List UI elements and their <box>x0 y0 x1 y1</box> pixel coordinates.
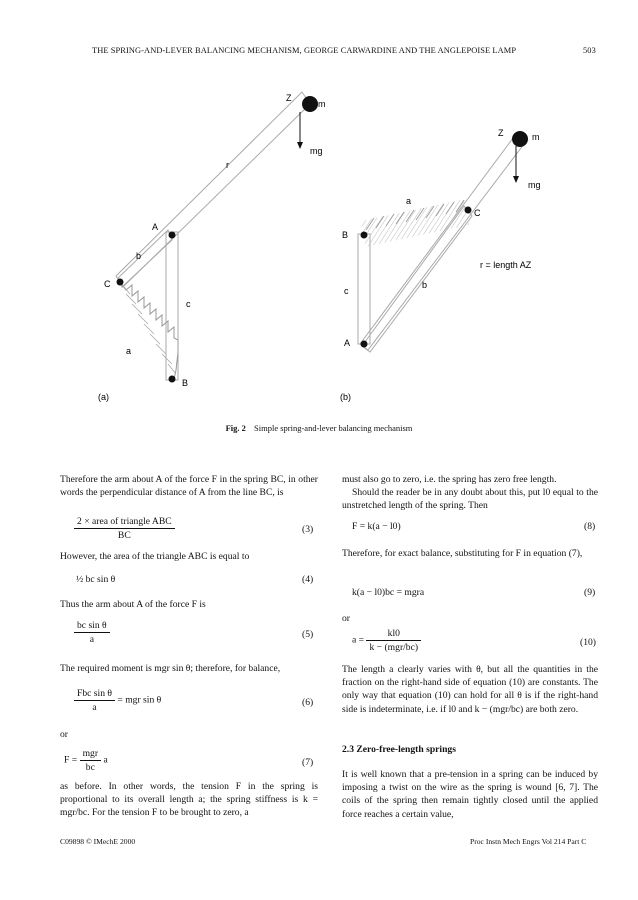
pivot-A-dot <box>169 232 176 239</box>
equation-6-number: (6) <box>302 697 314 708</box>
label-r-length: r = length AZ <box>480 260 532 270</box>
label-Z: Z <box>498 128 504 138</box>
spring-a <box>120 282 178 379</box>
right-p3: Therefore, for exact balance, substituting for F in equation (7), <box>342 548 583 559</box>
label-b: b <box>136 251 142 261</box>
right-p1: must also go to zero, i.e. the spring has zero free length. <box>342 474 557 485</box>
label-c: c <box>186 299 191 309</box>
equation-10: a = $\frac{kl0}{\text{k − (mgr/bc)}}$ <box>352 628 421 653</box>
label-mg: mg <box>310 146 323 156</box>
caption-label: Fig. 2 <box>225 423 246 433</box>
label-m: m <box>318 99 326 109</box>
panel-b-diagram <box>340 128 541 402</box>
label-B: B <box>182 378 189 388</box>
footer-left: C09898 © IMechE 2000 <box>60 837 136 846</box>
right-p4: or <box>342 613 350 624</box>
equation-4: ½ bc sin θ <box>76 574 116 585</box>
equation-4-number: (4) <box>302 574 314 585</box>
mass-m-dot <box>302 96 318 112</box>
equation-10-number: (10) <box>580 637 596 648</box>
label-r: r <box>226 160 229 170</box>
right-p5: The length a clearly varies with θ, but all the quantities in the fraction on the right-hand side of equation (10) are constants. The only way that equation (10) can hold for all θ is if the right-hand side is indeterminate, i.e. if l0 and k − (mgr/bc) are both zero. <box>342 664 598 715</box>
running-header <box>0 46 638 60</box>
pivot-B-dot <box>361 232 368 239</box>
label-C: C <box>474 208 481 218</box>
left-p2: However, the area of the triangle ABC is equal to <box>60 551 250 562</box>
label-C: C <box>104 279 111 289</box>
mass-m-dot <box>512 131 528 147</box>
equation-3-number: (3) <box>302 524 314 535</box>
pivot-B-dot <box>169 376 176 383</box>
spring-b <box>360 199 469 246</box>
pivot-C-dot <box>117 279 124 286</box>
figure-caption <box>0 423 638 433</box>
left-p4: The required moment is mgr sin θ; therefore, for balance, <box>60 663 281 674</box>
label-mg: mg <box>528 180 541 190</box>
left-p5: or <box>60 729 68 740</box>
right-p6: It is well known that a pre-tension in a spring can be induced by imposing a twist on the wire as the spring is wound [6, 7]. The coils of the spring then remain tightly closed until the applied force reaches a certain value, <box>342 769 598 820</box>
caption-text: Simple spring-and-lever balancing mechanism <box>254 423 413 433</box>
left-p1: Therefore the arm about A of the force F in the spring BC, in other words the perpendicular distance of A from the line BC, is <box>60 474 318 499</box>
label-c: c <box>344 286 349 296</box>
footer-right: Proc Instn Mech Engrs Vol 214 Part C <box>470 837 587 846</box>
equation-9-number: (9) <box>584 587 596 598</box>
header-title: THE SPRING-AND-LEVER BALANCING MECHANISM, GEORGE CARWARDINE AND THE ANGLEPOISE LAMP <box>92 46 517 55</box>
label-A: A <box>344 338 351 348</box>
equation-5: $\frac{\text{bc sin θ}}{a}$ <box>74 620 110 645</box>
equation-8-number: (8) <box>584 521 596 532</box>
label-b: b <box>422 280 428 290</box>
right-p2: Should the reader be in any doubt about this, put l0 equal to the unstretched length of the spring. Then <box>342 487 598 512</box>
panel-a-label: (a) <box>98 392 109 402</box>
equation-3: $\frac{\text{2 × area of triangle ABC}}{BC}$ <box>74 516 175 541</box>
equation-8: F = k(a − l0) <box>352 521 401 532</box>
equation-6: $\frac{\text{Fbc sin θ}}{a}$ = mgr sin θ <box>74 688 161 713</box>
figure-2 <box>88 82 568 412</box>
equation-9: k(a − l0)bc = mgra <box>352 587 425 598</box>
label-A: A <box>152 222 159 232</box>
label-a: a <box>406 196 412 206</box>
equation-7-number: (7) <box>302 757 314 768</box>
label-a: a <box>126 346 132 356</box>
equation-7: F = $\frac{\text{mgr}}{bc}$ a <box>64 748 108 773</box>
panel-b-label: (b) <box>340 392 351 402</box>
left-p3: Thus the arm about A of the force F is <box>60 599 206 610</box>
pivot-A-dot <box>361 341 368 348</box>
equation-5-number: (5) <box>302 629 314 640</box>
panel-a-diagram <box>98 92 326 402</box>
section-heading: 2.3 Zero-free-length springs <box>342 744 456 755</box>
label-B: B <box>342 230 349 240</box>
pivot-C-dot <box>465 207 472 214</box>
page-number: 503 <box>583 46 596 55</box>
left-p6: as before. In other words, the tension F in the spring is proportional to its overall length a; the spring stiffness is k = mgr/bc. For the tension F to be brought to zero, a <box>60 781 318 819</box>
label-Z: Z <box>286 93 292 103</box>
label-m: m <box>532 132 540 142</box>
